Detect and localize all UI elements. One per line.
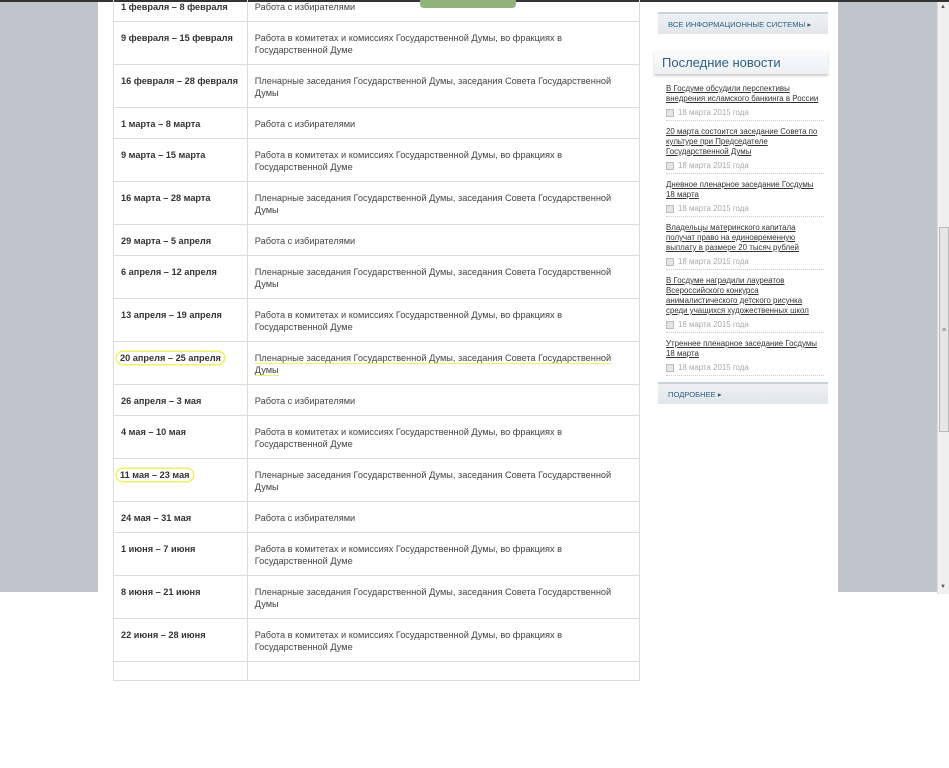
activity-text: Пленарные заседания Государственной Думы, заседания Совета Государственной Думы (254, 267, 612, 289)
news-link[interactable]: 20 марта состоится заседание Совета по культуре при Председателе Государственной Думы (666, 127, 818, 156)
activity-cell (247, 619, 639, 662)
table-row (114, 502, 640, 533)
news-date-text: 18 марта 2015 года (678, 363, 749, 372)
date-range: 24 мая – 31 мая (121, 513, 192, 523)
date-cell (114, 299, 248, 342)
news-date (666, 320, 824, 329)
table-row (114, 385, 640, 416)
activity-text: Работа в комитетах и комиссиях Государственной Думы, во фракциях в Государственной Думе (254, 427, 562, 449)
table-row (114, 662, 640, 681)
date-range: 13 апреля – 19 апреля (121, 310, 222, 320)
activity-cell (247, 225, 639, 256)
activity-cell (247, 0, 639, 22)
scrollbar-thumb[interactable]: ≡ (939, 227, 949, 432)
date-cell (114, 502, 248, 533)
activity-text: Работа в комитетах и комиссиях Государственной Думы, во фракциях в Государственной Думе (254, 33, 562, 55)
news-item (666, 276, 824, 333)
date-cell (114, 256, 248, 299)
news-date (666, 161, 824, 170)
date-range: 1 марта – 8 марта (121, 119, 201, 129)
table-row (114, 0, 640, 22)
date-range: 4 мая – 10 мая (121, 427, 186, 437)
date-range: 22 июня – 28 июня (121, 630, 206, 640)
date-cell (114, 65, 248, 108)
activity-text: Работа с избирателями (254, 396, 356, 406)
activity-cell (247, 108, 639, 139)
scroll-up-icon[interactable]: ▲ (940, 4, 946, 10)
activity-text: Пленарные заседания Государственной Думы, заседания Совета Государственной Думы (254, 193, 612, 215)
activity-cell (247, 342, 639, 385)
activity-cell (247, 533, 639, 576)
calendar-icon (666, 109, 674, 117)
activity-text: Пленарные заседания Государственной Думы, заседания Совета Государственной Думы (254, 587, 612, 609)
activity-text: Пленарные заседания Государственной Думы, заседания Совета Государственной Думы (254, 76, 612, 98)
news-heading: Последние новости (654, 50, 828, 74)
table-row (114, 182, 640, 225)
activity-text: Работа в комитетах и комиссиях Государственной Думы, во фракциях в Государственной Думе (254, 150, 562, 172)
page-content (98, 2, 838, 652)
date-cell (114, 22, 248, 65)
date-cell (114, 385, 248, 416)
news-date-text: 18 марта 2015 года (678, 320, 749, 329)
activity-cell (247, 65, 639, 108)
calendar-icon (666, 364, 674, 372)
all-info-systems-label: ВСЕ ИНФОРМАЦИОННЫЕ СИСТЕМЫ (668, 20, 806, 29)
news-date (666, 108, 824, 117)
date-cell (114, 342, 248, 385)
news-date-text: 18 марта 2015 года (678, 161, 749, 170)
activity-cell (247, 139, 639, 182)
date-range: 20 апреля – 25 апреля (117, 352, 224, 364)
date-range: 1 февраля – 8 февраля (121, 2, 228, 12)
more-link[interactable] (658, 382, 828, 404)
activity-cell (247, 182, 639, 225)
table-row (114, 108, 640, 139)
all-info-systems-link[interactable] (658, 12, 828, 34)
table-row (114, 416, 640, 459)
news-item (666, 127, 824, 174)
table-row (114, 619, 640, 662)
date-range: 8 июня – 21 июня (121, 587, 201, 597)
table-row (114, 225, 640, 256)
table-row (114, 139, 640, 182)
activity-text: Работа с избирателями (254, 236, 356, 246)
date-cell (114, 416, 248, 459)
activity-cell (247, 22, 639, 65)
table-row (114, 299, 640, 342)
activity-cell (247, 502, 639, 533)
table-row (114, 342, 640, 385)
news-date-text: 18 марта 2015 года (678, 108, 749, 117)
news-date (666, 257, 824, 266)
news-link[interactable]: В Госдуме обсудили перспективы внедрения исламского банкинга в России (666, 84, 819, 103)
news-link[interactable]: Дневное пленарное заседание Госдумы 18 марта (666, 180, 814, 199)
activity-text: Работа с избирателями (254, 2, 356, 12)
calendar-icon (666, 205, 674, 213)
activity-text: Работа с избирателями (254, 119, 356, 129)
date-cell (114, 619, 248, 662)
activity-cell (247, 662, 639, 681)
sidebar (658, 2, 830, 404)
date-range: 9 февраля – 15 февраля (121, 33, 233, 43)
scroll-down-icon[interactable]: ▼ (940, 584, 946, 590)
news-item (666, 223, 824, 270)
activity-text: Работа в комитетах и комиссиях Государственной Думы, во фракциях в Государственной Думе (254, 630, 562, 652)
table-row (114, 256, 640, 299)
date-range: 16 марта – 28 марта (121, 193, 211, 203)
date-range: 6 апреля – 12 апреля (121, 267, 217, 277)
date-cell (114, 182, 248, 225)
news-item (666, 84, 824, 121)
activity-text: Работа в комитетах и комиссиях Государственной Думы, во фракциях в Государственной Думе (254, 310, 562, 332)
date-cell (114, 225, 248, 256)
date-range: 11 мая – 23 мая (117, 469, 193, 481)
date-cell (114, 139, 248, 182)
table-row (114, 533, 640, 576)
calendar-icon (666, 321, 674, 329)
activity-text: Пленарные заседания Государственной Думы, заседания Совета Государственной Думы (254, 353, 612, 375)
date-cell (114, 576, 248, 619)
table-row (114, 576, 640, 619)
news-link[interactable]: В Госдуме наградили лауреатов Всероссийского конкурса анималистического детского рисунка среди учащихся художественных школ (666, 276, 809, 315)
activity-cell (247, 299, 639, 342)
vertical-scrollbar[interactable] (937, 2, 949, 594)
arrow-right-icon: ▸ (717, 390, 722, 399)
news-list (666, 84, 824, 376)
activity-cell (247, 385, 639, 416)
date-cell (114, 108, 248, 139)
table-row (114, 22, 640, 65)
arrow-right-icon: ▸ (807, 20, 812, 29)
news-item (666, 180, 824, 217)
activity-cell (247, 416, 639, 459)
date-range: 26 апреля – 3 мая (121, 396, 202, 406)
date-range: 1 июня – 7 июня (121, 544, 196, 554)
news-link[interactable]: Владельцы материнского капитала получат право на единовременную выплату в размере 20 тысяч рублей (666, 223, 799, 252)
activity-text: Работа с избирателями (254, 513, 356, 523)
activity-text: Пленарные заседания Государственной Думы, заседания Совета Государственной Думы (254, 470, 612, 492)
more-label: ПОДРОБНЕЕ (668, 390, 716, 399)
date-cell (114, 533, 248, 576)
news-date-text: 18 марта 2015 года (678, 204, 749, 213)
date-range: 9 марта – 15 марта (121, 150, 206, 160)
news-date-text: 18 марта 2015 года (678, 257, 749, 266)
activity-text: Работа в комитетах и комиссиях Государственной Думы, во фракциях в Государственной Думе (254, 544, 562, 566)
news-date (666, 363, 824, 372)
date-cell (114, 0, 248, 22)
calendar-icon (666, 162, 674, 170)
date-cell (114, 459, 248, 502)
table-row (114, 459, 640, 502)
news-item (666, 339, 824, 376)
date-range: 29 марта – 5 апреля (121, 236, 212, 246)
schedule-table (113, 0, 640, 681)
news-date (666, 204, 824, 213)
news-link[interactable]: Утреннее пленарное заседание Госдумы 18 марта (666, 339, 817, 358)
calendar-icon (666, 258, 674, 266)
table-row (114, 65, 640, 108)
date-range: 16 февраля – 28 февраля (121, 76, 238, 86)
activity-cell (247, 576, 639, 619)
activity-cell (247, 256, 639, 299)
date-cell (114, 662, 248, 681)
activity-cell (247, 459, 639, 502)
